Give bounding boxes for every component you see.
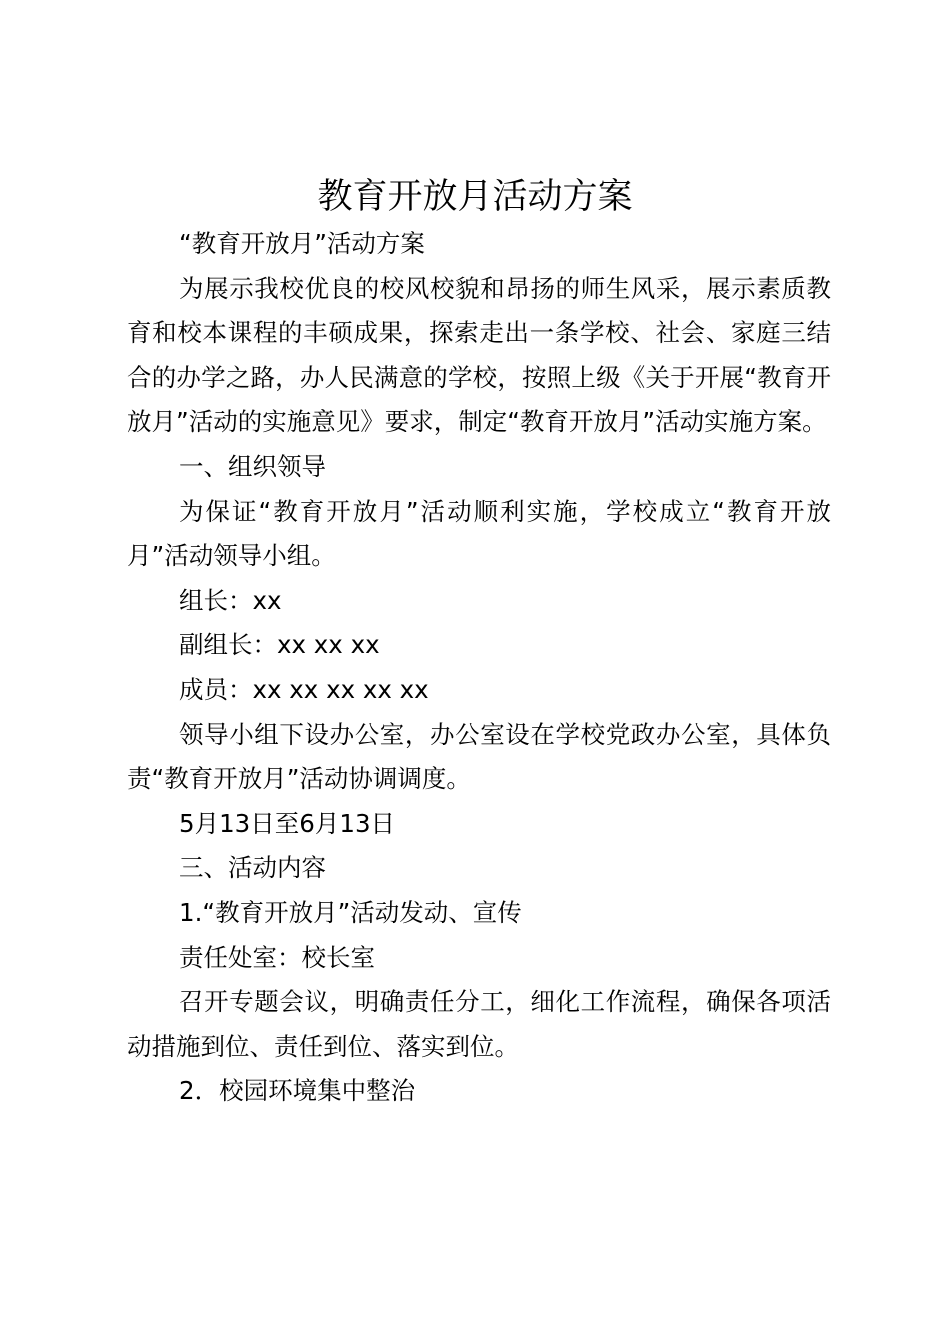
paragraph-group-leader: 组长：xx [179,585,282,615]
paragraph-responsible-office: 责任处室：校长室 [179,942,375,972]
document-title: 教育开放月活动方案 [317,177,633,217]
paragraph-leadership-group: 为保证“教育开放月”活动顺利实施，学校成立“教育开放月”活动领导小组。 [127,496,831,571]
paragraph-office: 领导小组下设办公室，办公室设在学校党政办公室，具体负责“教育开放月”活动协调调度。 [127,719,831,794]
paragraph-intro: 为展示我校优良的校风校貌和昂扬的师生风采，展示素质教育和校本课程的丰硕成果，探索走出一条学校、社会、家庭三结合的办学之路，办人民满意的学校，按照上级《关于开展“教育开放月”活动的实施意见》要求，制定“教育开放月”活动实施方案。 [127,273,831,437]
paragraph-members: 成员：xx xx xx xx xx [179,674,429,704]
paragraph-subtitle: “教育开放月”活动方案 [179,229,425,258]
paragraph-deputy-leaders: 副组长：xx xx xx [179,630,380,660]
section-heading-organization: 一、组织领导 [179,451,326,481]
section-heading-content: 三、活动内容 [179,853,326,883]
item-heading-publicity: 1.“教育开放月”活动发动、宣传 [179,897,522,927]
document-body [127,222,831,1114]
item-heading-campus-environment: 2．校园环境集中整治 [179,1076,416,1106]
paragraph-date-range: 5月13日至6月13日 [179,808,396,838]
paragraph-meeting: 召开专题会议，明确责任分工，细化工作流程，确保各项活动措施到位、责任到位、落实到位。 [127,987,831,1061]
